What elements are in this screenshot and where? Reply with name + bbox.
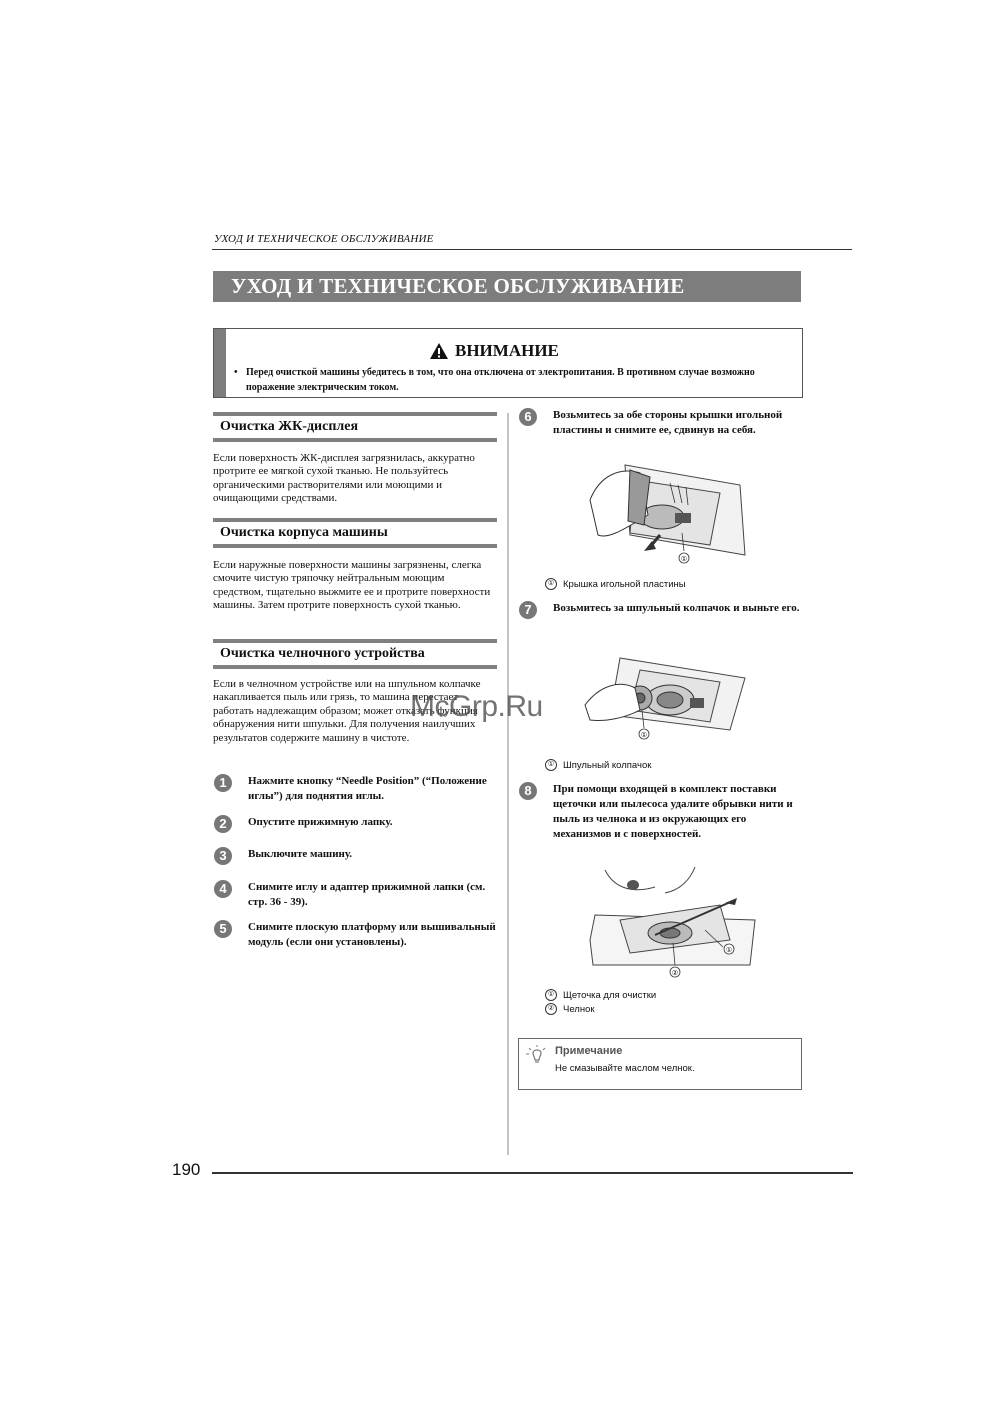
caption-text: Щеточка для очистки xyxy=(563,990,657,1001)
section-heading: Очистка ЖК-дисплея xyxy=(220,419,359,434)
warning-title-text: ВНИМАНИЕ xyxy=(455,341,559,360)
section-lcd-body: Если поверхность ЖК-дисплея загрязнилась, аккуратно протрите ее мягкой сухой тканью. Не пользуйтесь органическими растворителями или моющими и очищающими средствами. xyxy=(213,452,475,505)
needle-plate-cover-illustration xyxy=(570,455,750,570)
step-4 xyxy=(214,880,504,910)
running-header: УХОД И ТЕХНИЧЕСКОЕ ОБСЛУЖИВАНИЕ xyxy=(214,233,434,245)
step-number-badge: 1 xyxy=(214,774,232,792)
caption-text: Крышка игольной пластины xyxy=(563,579,686,590)
step-text: Нажмите кнопку “Needle Position” (“Положение иглы”) для поднятия иглы. xyxy=(248,775,487,802)
step-1 xyxy=(214,774,504,804)
warning-band xyxy=(214,329,226,397)
callout-1: ① xyxy=(640,732,648,739)
step-text: Возьмитесь за шпульный колпачок и выньте его. xyxy=(553,602,800,614)
warning-item xyxy=(234,365,789,395)
caption-text: Шпульный колпачок xyxy=(563,760,652,771)
column-divider xyxy=(507,413,509,1155)
caption-number: ② xyxy=(545,1003,557,1015)
section-heading: Очистка корпуса машины xyxy=(220,525,388,540)
section-lcd-heading xyxy=(213,412,497,442)
step-number-badge: 7 xyxy=(519,601,537,619)
step-5 xyxy=(214,920,504,950)
step-number-badge: 6 xyxy=(519,408,537,426)
step-text: Опустите прижимную лапку. xyxy=(248,816,393,828)
note-box xyxy=(518,1038,802,1090)
step-number-badge: 5 xyxy=(214,920,232,938)
lightbulb-note-icon xyxy=(525,1044,549,1066)
warning-box xyxy=(213,328,803,398)
fig7-caption xyxy=(545,759,651,772)
step-text: Снимите плоскую платформу или вышивальный модуль (если они установлены). xyxy=(248,921,496,948)
callout-1: ① xyxy=(680,556,688,563)
step-text: Выключите машину. xyxy=(248,848,353,860)
step-2 xyxy=(214,815,504,830)
caption-number: ① xyxy=(545,578,557,590)
brush-cleaning-illustration xyxy=(585,865,765,980)
step-number-badge: 8 xyxy=(519,782,537,800)
fig8-caption-1 xyxy=(545,989,656,1002)
header-rule xyxy=(212,249,852,250)
step-number-badge: 3 xyxy=(214,847,232,865)
note-title: Примечание xyxy=(555,1045,623,1057)
page-number: 190 xyxy=(172,1160,201,1179)
caption-number: ① xyxy=(545,759,557,771)
watermark: McGrp.Ru xyxy=(410,690,543,723)
fig6-caption xyxy=(545,578,686,591)
section-body-heading xyxy=(213,518,497,548)
warning-title xyxy=(429,341,559,361)
step-text: Снимите иглу и адаптер прижимной лапки (см. стр. 36 - 39). xyxy=(248,881,486,908)
step-text: При помощи входящей в комплект поставки щеточки или пылесоса удалите обрывки нити и пыль из челнока и из окружающих его механизмов и с поверхностей. xyxy=(553,783,793,840)
page-title: УХОД И ТЕХНИЧЕСКОЕ ОБСЛУЖИВАНИЕ xyxy=(213,271,801,302)
fig8-caption-2 xyxy=(545,1003,595,1016)
section-heading: Очистка челночного устройства xyxy=(220,646,425,661)
warning-bullet: • xyxy=(234,367,238,378)
step-8 xyxy=(519,782,801,842)
callout-1: ① xyxy=(725,947,733,954)
note-text: Не смазывайте маслом челнок. xyxy=(555,1063,695,1074)
footer-rule xyxy=(212,1172,853,1174)
step-3 xyxy=(214,847,504,862)
step-text: Возьмитесь за обе стороны крышки игольной пластины и снимите ее, сдвинув на себя. xyxy=(553,409,783,436)
step-7 xyxy=(519,601,801,616)
warning-triangle-icon xyxy=(429,342,449,360)
bobbin-case-illustration xyxy=(580,650,750,745)
warning-text: Перед очисткой машины убедитесь в том, что она отключена от электропитания. В противном случае возможно поражение электрическим током. xyxy=(246,367,755,393)
section-body-text: Если наружные поверхности машины загрязнены, слегка смочите чистую тряпочку нейтральным моющим средством, тщательно выжмите ее и протрите поверхности машины. Затем протрите поверхность сухой тканью. xyxy=(213,559,491,612)
section-shuttle-body: Если в челночном устройстве или на шпульном колпачке накапливается пыль или грязь, то машина перестает работать надлежащим образом; может отказать функция обнаружения нити шпульки. Для получения наилучших результатов содержите машину в чистоте. xyxy=(213,678,481,744)
step-6 xyxy=(519,408,801,438)
step-number-badge: 4 xyxy=(214,880,232,898)
section-shuttle-heading xyxy=(213,639,497,669)
caption-text: Челнок xyxy=(563,1004,595,1015)
callout-2: ② xyxy=(671,970,679,977)
caption-number: ① xyxy=(545,989,557,1001)
step-number-badge: 2 xyxy=(214,815,232,833)
